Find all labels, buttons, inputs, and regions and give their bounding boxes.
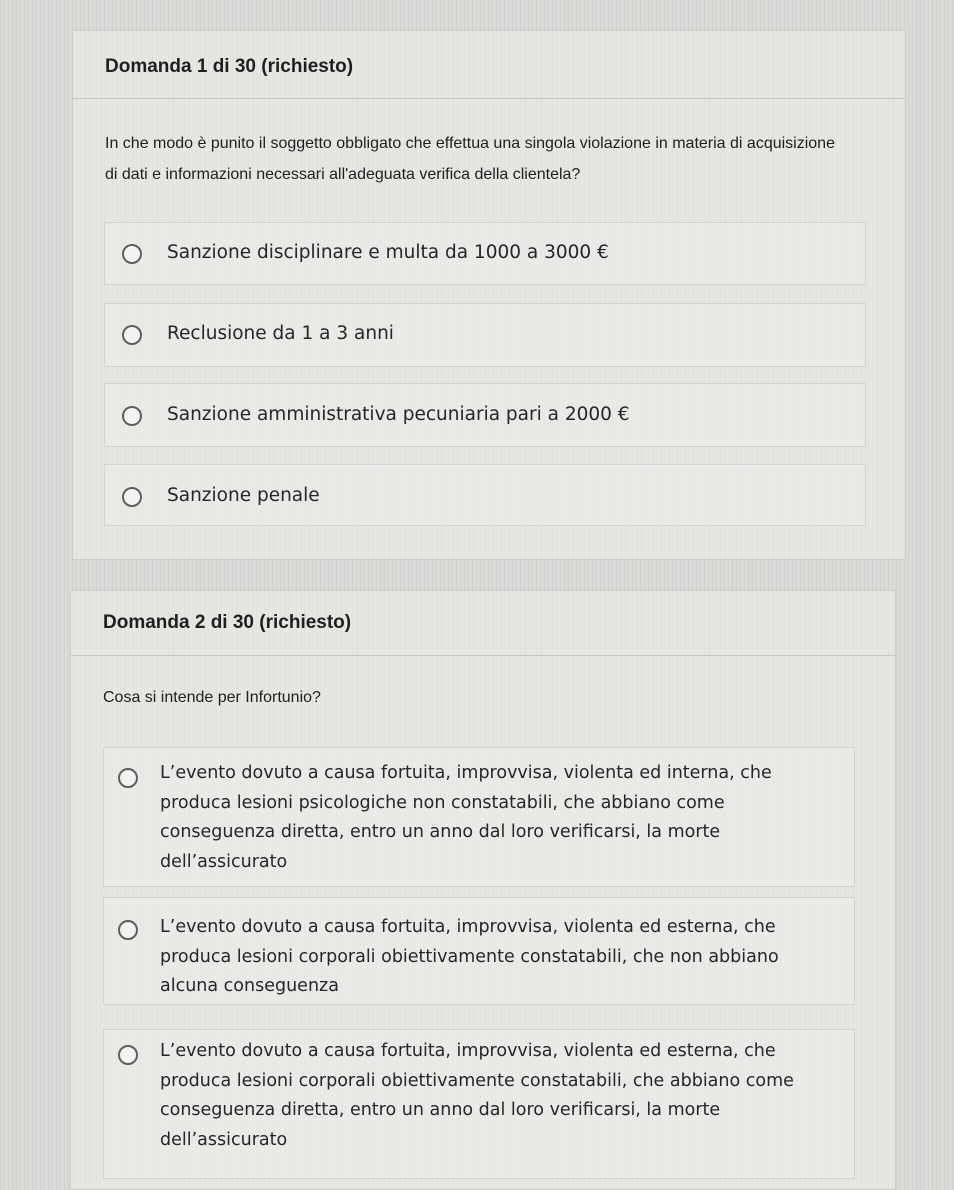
question-title: Domanda 2 di 30 (richiesto) — [103, 612, 352, 633]
radio-button-icon[interactable] — [118, 768, 138, 788]
answer-option-label: L’evento dovuto a causa fortuita, improvvisa, violenta ed esterna, che produca lesioni corporali obiettivamente constatabili, che non abbiano alcuna conseguenza — [160, 917, 779, 996]
question-card-1 — [72, 30, 906, 560]
radio-button-icon[interactable] — [118, 1045, 138, 1065]
answer-option-1[interactable] — [103, 747, 855, 887]
radio-button-icon[interactable] — [122, 325, 142, 345]
question-header — [73, 31, 905, 99]
question-text: In che modo è punito il soggetto obbligato che effettua una singola violazione in materia di acquisizione di dati e informazioni necessari all'adeguata verifica della clientela? — [105, 135, 835, 183]
answer-option-4[interactable] — [104, 464, 866, 526]
answer-option-label: Sanzione penale — [167, 485, 320, 506]
answer-option-2[interactable] — [104, 303, 866, 367]
answer-option-label: L’evento dovuto a causa fortuita, improvvisa, violenta ed esterna, che produca lesioni corporali obiettivamente constatabili, che abbiano come conseguenza diretta, entro un anno dal loro verificarsi, la morte dell’assicurato — [160, 1041, 794, 1150]
answer-option-label: Reclusione da 1 a 3 anni — [167, 323, 394, 344]
question-title: Domanda 1 di 30 (richiesto) — [105, 56, 354, 77]
answer-option-label: Sanzione disciplinare e multa da 1000 a 3000 € — [167, 242, 609, 263]
radio-button-icon[interactable] — [122, 406, 142, 426]
answer-option-label: L’evento dovuto a causa fortuita, improvvisa, violenta ed interna, che produca lesioni psicologiche non constatabili, che abbiano come conseguenza diretta, entro un anno dal loro verificarsi, la morte dell’assicurato — [160, 763, 772, 872]
answer-option-3[interactable] — [103, 1029, 855, 1179]
question-text: Cosa si intende per Infortunio? — [103, 689, 321, 706]
question-card-2 — [70, 590, 896, 1190]
radio-button-icon[interactable] — [118, 920, 138, 940]
answer-option-1[interactable] — [104, 222, 866, 285]
radio-button-icon[interactable] — [122, 244, 142, 264]
radio-button-icon[interactable] — [122, 487, 142, 507]
question-header — [71, 591, 895, 656]
answer-option-label: Sanzione amministrativa pecuniaria pari a 2000 € — [167, 404, 630, 425]
answer-option-3[interactable] — [104, 383, 866, 447]
answer-option-2[interactable] — [103, 897, 855, 1005]
